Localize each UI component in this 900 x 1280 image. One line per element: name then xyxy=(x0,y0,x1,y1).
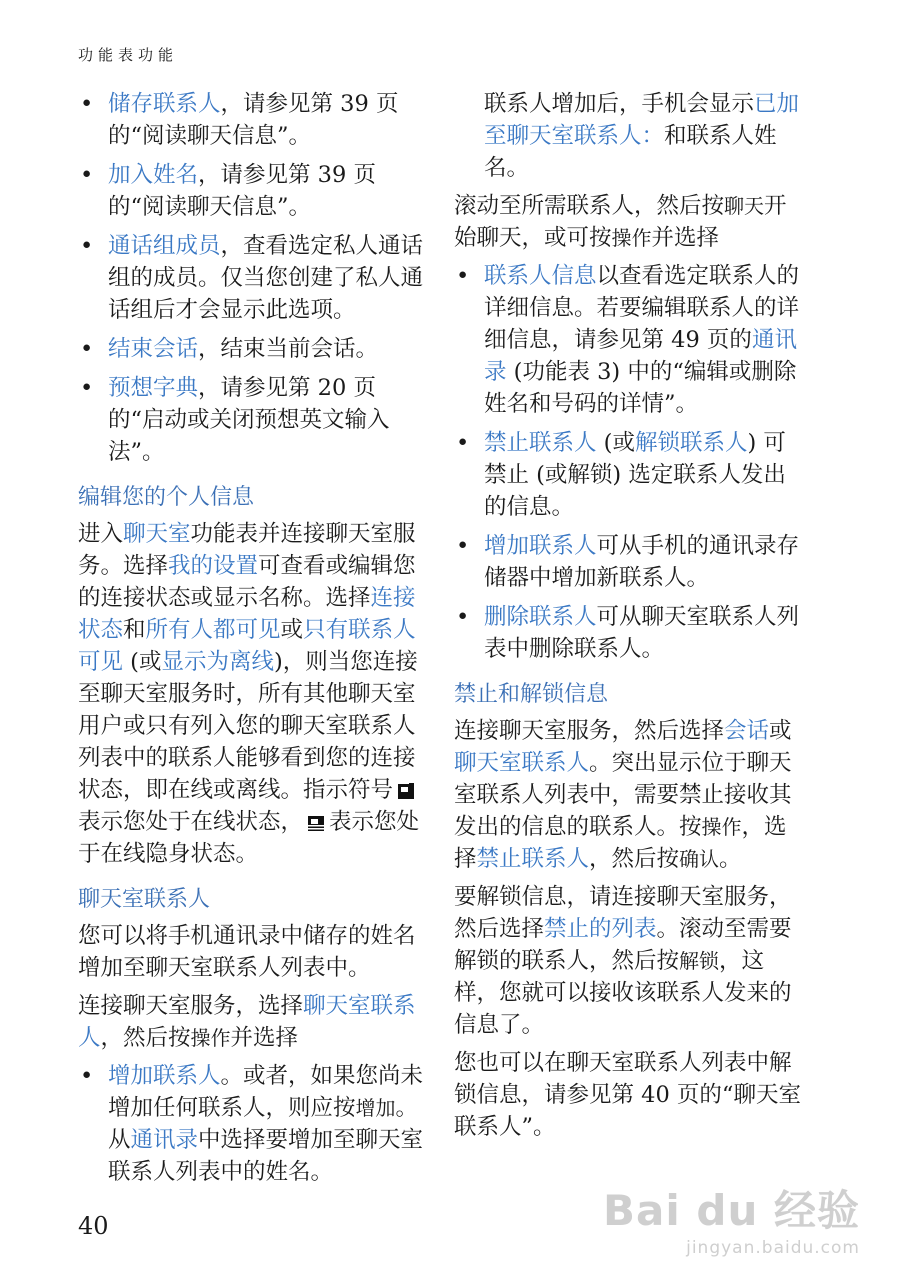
list-item: • 预想字典，请参见第 20 页的“启动或关闭预想英文输入法”。 xyxy=(80,375,390,465)
list-item: • 增加联系人。或者，如果您尚未增加任何联系人，则应按增加。从通讯录中选择要增加至聊天室联系人列表中的姓名。 xyxy=(80,1063,424,1185)
running-header: 功能表功能 xyxy=(78,46,179,64)
paragraph: 进入聊天室功能表并连接聊天室服务。选择我的设置可查看或编辑您的连接状态或显示名称。选择连接状态和所有人都可见或只有联系人可见 (或显示为离线)，则当您连接至聊天室服务时，所有其他聊天室用户或只有列入您的聊天室联系人列表中的联系人能够看到您的连接状态，即在线或离线。指示符号表示您处于在线状态， 表示您处于在线隐身状态。 xyxy=(78,521,420,867)
watermark xyxy=(603,1178,860,1258)
list-item: • 删除联系人可从聊天室联系人列表中删除联系人。 xyxy=(456,604,800,662)
paragraph: 要解锁信息，请连接聊天室服务，然后选择禁止的列表。滚动至需要解锁的联系人，然后按解锁，这样，您就可以接收该联系人发来的信息了。 xyxy=(454,884,792,1038)
hidden-online-indicator-icon xyxy=(307,814,325,832)
watermark-url: jingyan.baidu.com xyxy=(686,1238,860,1258)
paragraph: 连接聊天室服务，然后选择会话或聊天室联系人。突出显示位于聊天室联系人列表中，需要禁止接收其发出的信息的联系人。按操作，选择禁止联系人，然后按确认。 xyxy=(454,718,792,872)
right-column xyxy=(454,88,804,1149)
list-item: • 增加联系人可从手机的通讯录存储器中增加新联系人。 xyxy=(456,533,800,591)
online-indicator-icon xyxy=(397,782,415,800)
page-number: 40 xyxy=(78,1212,109,1240)
list-item: • 通话组成员，查看选定私人通话组的成员。仅当您创建了私人通话组后才会显示此选项。 xyxy=(80,233,424,323)
paragraph: 滚动至所需联系人，然后按聊天开始聊天，或可按操作并选择 xyxy=(454,193,787,251)
item-text: ，请参见第 39 页的“阅读聊天信息”。 xyxy=(108,162,376,220)
paragraph: 您可以将手机通讯录中储存的姓名增加至聊天室联系人列表中。 xyxy=(78,923,416,981)
list-item: • 联系人信息以查看选定联系人的详细信息。若要编辑联系人的详细信息，请参见第 49 页的通讯录 (功能表 3) 中的“编辑或删除姓名和号码的详情”。 xyxy=(456,263,800,417)
paragraph: 联系人增加后，手机会显示已加至聊天室联系人：和联系人姓名。 xyxy=(484,91,800,181)
section-heading: 编辑您的个人信息 xyxy=(78,485,255,510)
left-column xyxy=(78,88,428,1195)
option-link: 结束会话 xyxy=(108,336,199,362)
section-heading: 聊天室联系人 xyxy=(78,887,211,912)
item-text: ，结束当前会话。 xyxy=(198,336,379,362)
list-item: • 加入姓名，请参见第 39 页的“阅读聊天信息”。 xyxy=(80,162,376,220)
item-text: ，请参见第 20 页的“启动或关闭预想英文输入法”。 xyxy=(108,375,390,465)
option-link: 储存联系人 xyxy=(108,91,221,117)
list-item: • 储存联系人，请参见第 39 页的“阅读聊天信息”。 xyxy=(80,91,399,149)
list-item: • 禁止联系人 (或解锁联系人) 可禁止 (或解锁) 选定联系人发出的信息。 xyxy=(456,430,786,520)
section-heading: 禁止和解锁信息 xyxy=(454,682,609,707)
option-link: 加入姓名 xyxy=(108,162,199,188)
item-text: ，查看选定私人通话组的成员。仅当您创建了私人通话组后才会显示此选项。 xyxy=(108,233,424,323)
paragraph: 您也可以在聊天室联系人列表中解锁信息，请参见第 40 页的“聊天室联系人”。 xyxy=(454,1050,801,1140)
option-link: 通话组成员 xyxy=(108,233,221,259)
option-link: 预想字典 xyxy=(108,375,199,401)
item-text: ，请参见第 39 页的“阅读聊天信息”。 xyxy=(108,91,399,149)
paragraph: 连接聊天室服务，选择聊天室联系人，然后按操作并选择 xyxy=(78,993,416,1051)
list-item: • 结束会话，结束当前会话。 xyxy=(80,336,379,362)
watermark-logo: Bai du 经验 xyxy=(603,1186,860,1235)
